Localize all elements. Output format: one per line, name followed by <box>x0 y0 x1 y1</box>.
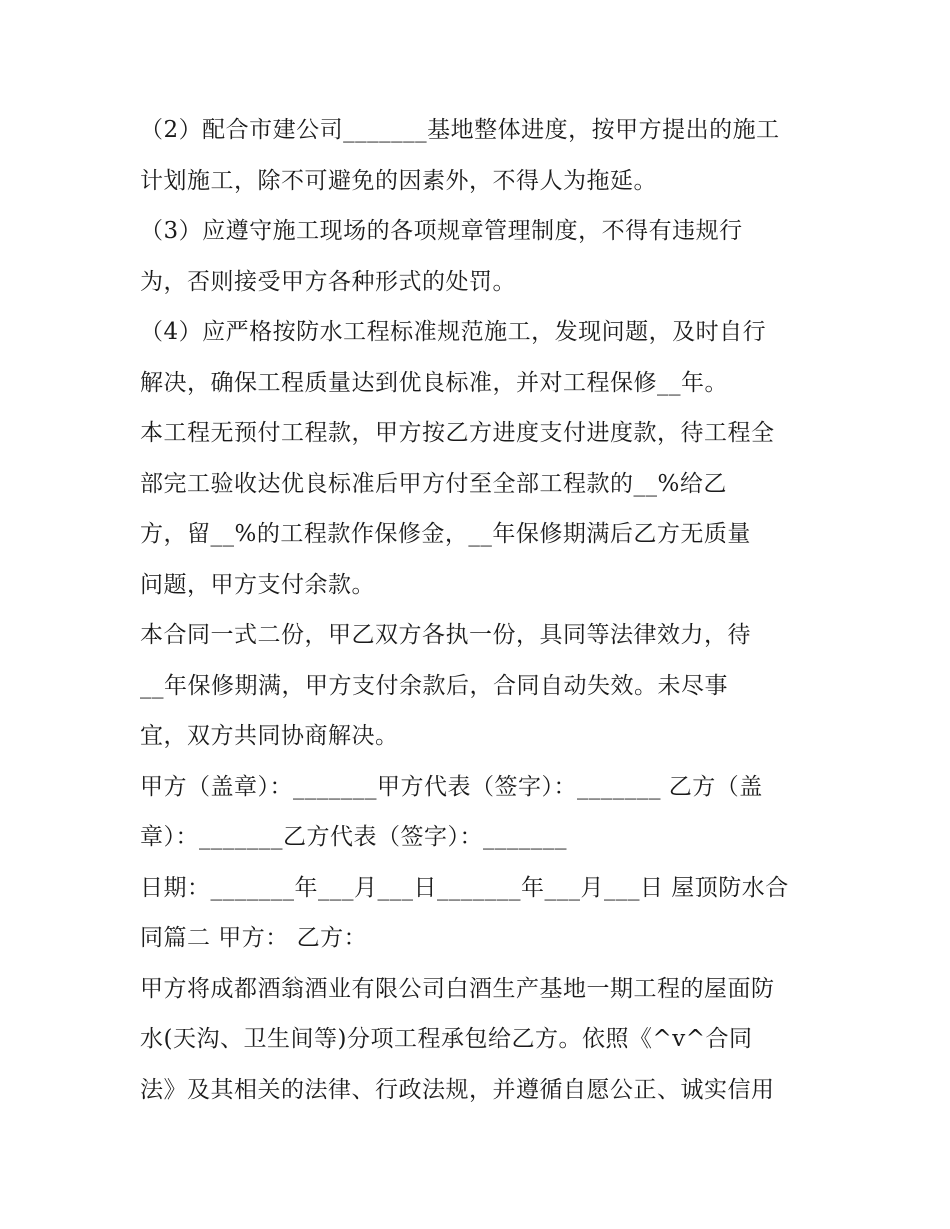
text-line: 为，否则接受甲方各种形式的处罚。 <box>140 268 516 295</box>
text-line: 章）：_______乙方代表（签字）：_______ <box>140 824 567 850</box>
text-line: 日期：_______年___月___日_______年___月___日 屋顶防水合 <box>140 874 789 901</box>
text-line: 问题，甲方支付余款。 <box>140 571 375 598</box>
text-line: 甲方将成都酒翁酒业有限公司白酒生产基地一期工程的屋面防 <box>140 975 775 1002</box>
text-line: 法》及其相关的法律、行政法规，并遵循自愿公正、诚实信用 <box>140 1076 775 1103</box>
text-line: （4）应严格按防水工程标准规范施工，发现问题，及时自行 <box>140 319 767 345</box>
text-line: 计划施工，除不可避免的因素外，不得人为拖延。 <box>140 167 657 194</box>
text-line: 部完工验收达优良标准后甲方付至全部工程款的__%给乙 <box>140 470 727 497</box>
text-line: 宜，双方共同协商解决。 <box>140 723 399 749</box>
text-line: 本合同一式二份，甲乙双方各执一份，具同等法律效力，待 <box>140 622 751 648</box>
text-line: __年保修期满，甲方支付余款后，合同自动失效。未尽事 <box>140 672 728 699</box>
text-line: 本工程无预付工程款，甲方按乙方进度支付进度款，待工程全 <box>140 420 775 446</box>
text-line: 水(天沟、卫生间等)分项工程承包给乙方。依照《^v^合同 <box>140 1026 753 1052</box>
contract-body <box>140 105 830 1115</box>
text-line: 同篇二 甲方： 乙方： <box>140 925 368 951</box>
text-line: （2）配合市建公司_______基地整体进度，按甲方提出的施工 <box>140 117 780 143</box>
text-line: 方，留__%的工程款作保修金，__年保修期满后乙方无质量 <box>140 521 751 547</box>
text-line: 甲方（盖章）：_______甲方代表（签字）：_______ 乙方（盖 <box>140 773 763 800</box>
text-line: 解决，确保工程质量达到优良标准，并对工程保修__年。 <box>140 369 728 396</box>
text-line: （3）应遵守施工现场的各项规章管理制度，不得有违规行 <box>140 218 743 244</box>
